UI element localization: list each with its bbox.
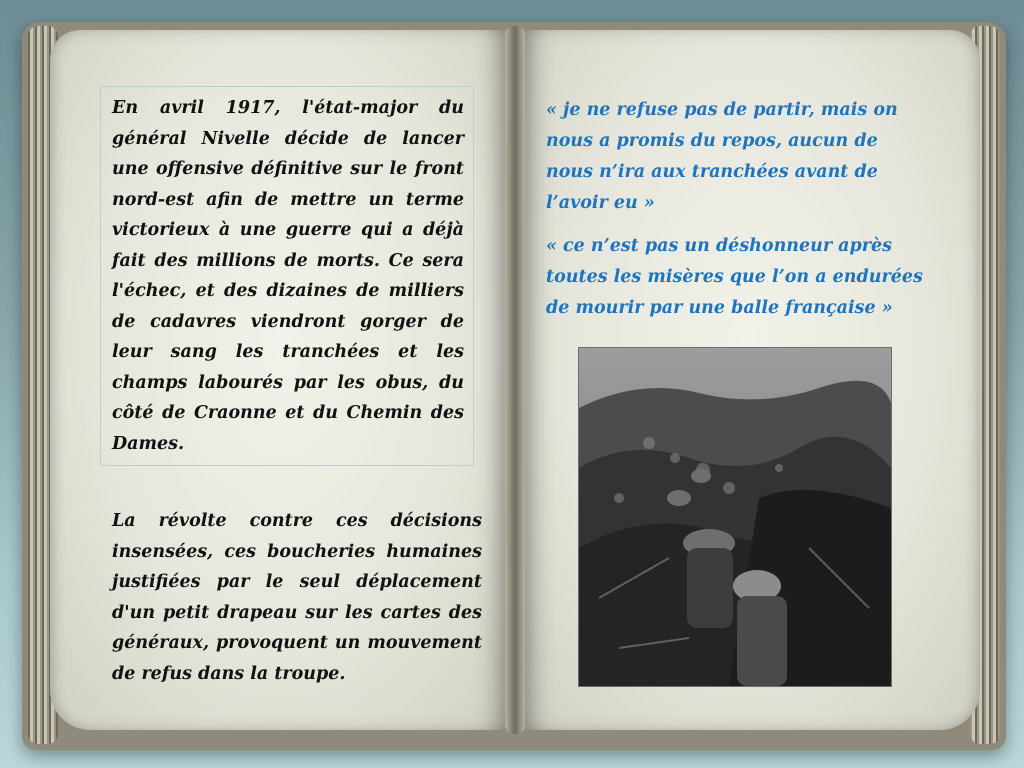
trench-photo-image <box>579 348 891 686</box>
revolt-paragraph: La révolte contre ces décisions insensées, ces boucheries humaines justifiées par le seul déplacement d'un petit drapeau sur les cartes des généraux, provoquent un mouvement de refus dans la troupe. <box>112 511 482 684</box>
soldier-quote-2: « ce n’est pas un déshonneur après toutes les misères que l’on a endurées de mourir par une balle française » <box>546 236 923 318</box>
intro-paragraph: En avril 1917, l'état-major du général Nivelle décide de lancer une offensive définitive sur le front nord-est afin de mettre un terme victorieux à une guerre qui a déjà fait des millions de morts. Ce sera l'échec, et des dizaines de milliers de cadavres viendront gorger de leur sang les tranchées et les champs labourés par les obus, du côté de Craonne et du Chemin des Dames. <box>112 98 464 454</box>
trench-soldiers-photo <box>579 348 891 686</box>
soldier-quote-1: « je ne refuse pas de partir, mais on nous a promis du repos, aucun de nous n’ira aux tranchées avant de l’avoir eu » <box>546 100 898 213</box>
book-spine <box>505 26 525 734</box>
